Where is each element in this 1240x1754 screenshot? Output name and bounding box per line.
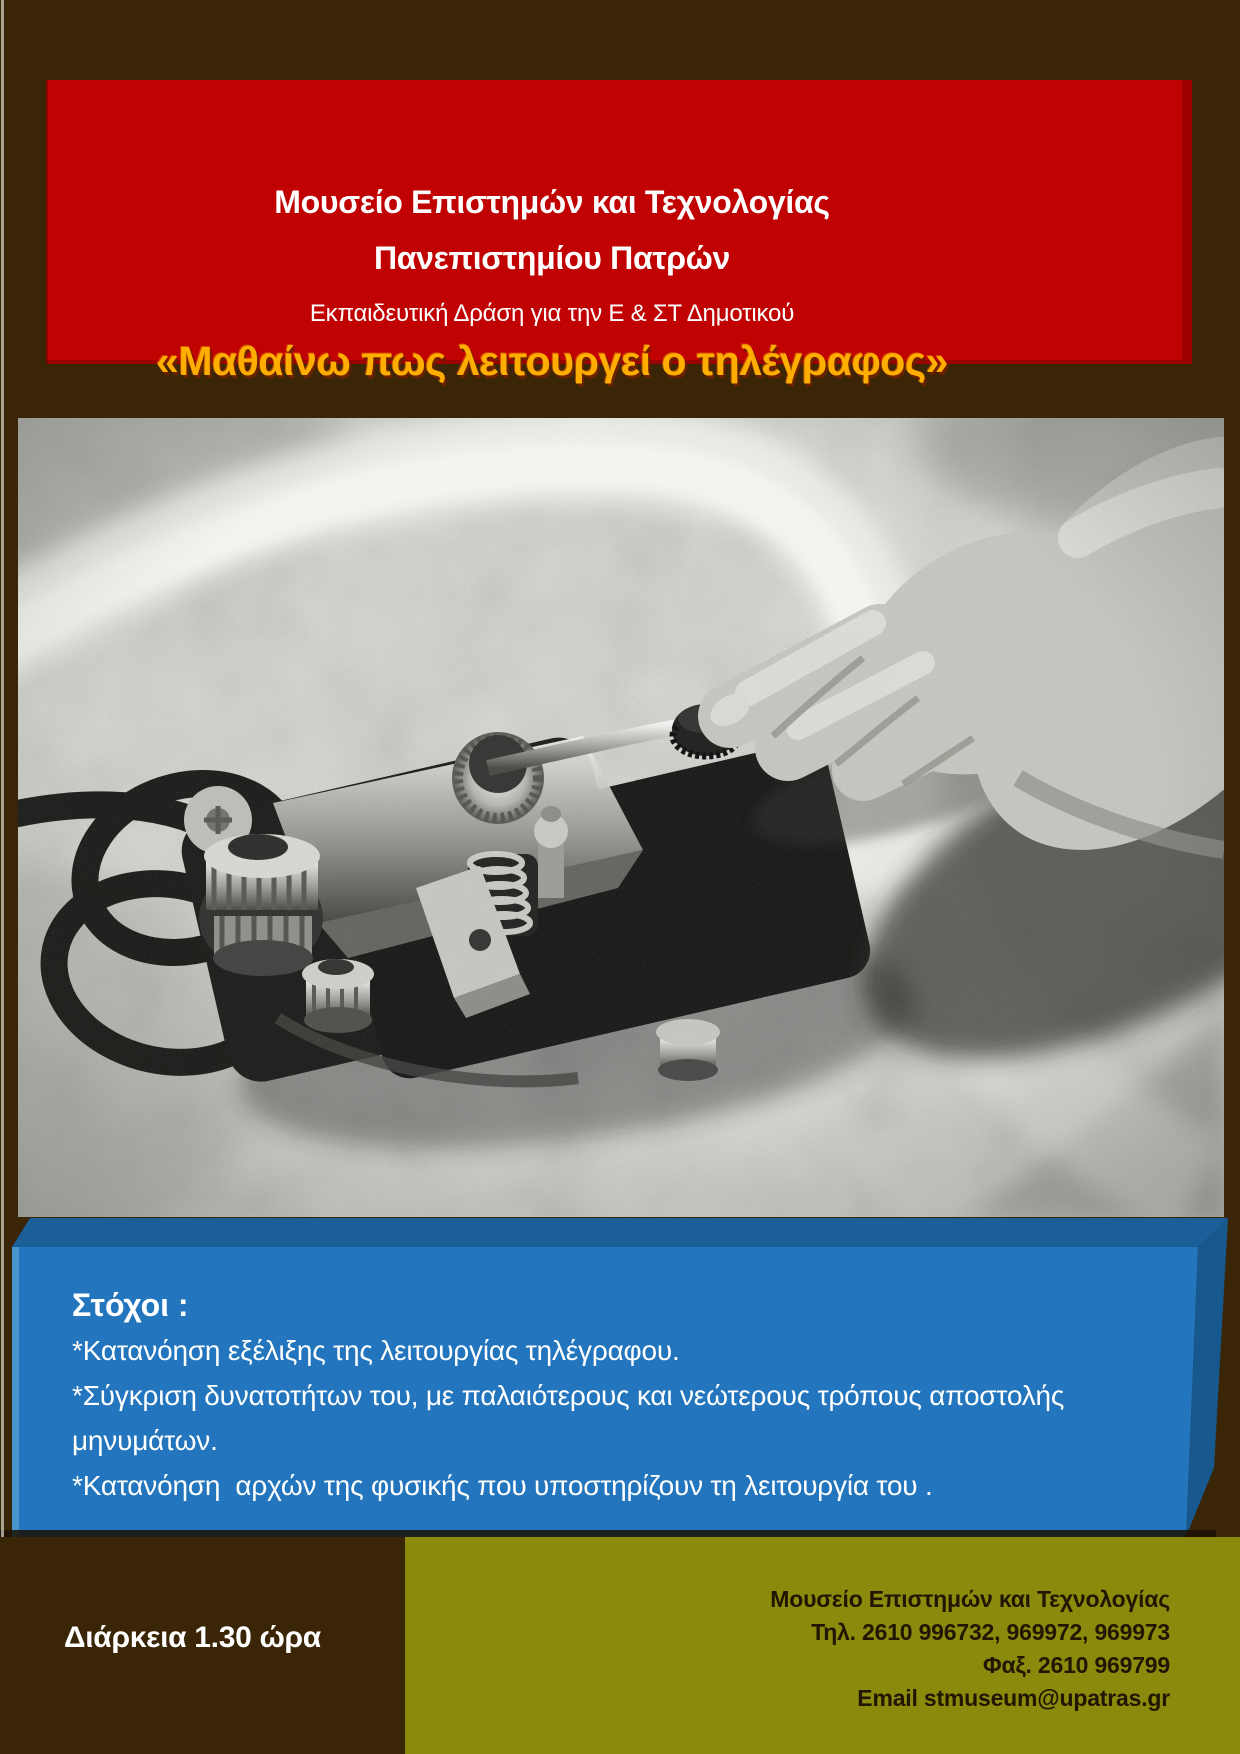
contact-organization: Μουσείο Επιστημών και Τεχνολογίας bbox=[770, 1586, 1170, 1612]
contact-phone: Τηλ. 2610 996732, 969972, 969973 bbox=[811, 1619, 1170, 1645]
footer-left-panel bbox=[0, 1537, 405, 1754]
telegraph-photo-svg bbox=[18, 418, 1224, 1217]
museum-title-line1: Μουσείο Επιστημών και Τεχνολογίας bbox=[274, 184, 830, 220]
goal-item: *Σύγκριση δυνατοτήτων του, με παλαιότερους και νεώτερους τρόπους αποστολής μηνυμάτων. bbox=[72, 1380, 1072, 1456]
scan-edge-line bbox=[1, 0, 4, 1537]
goal-item: *Κατανόηση εξέλιξης της λειτουργίας τηλέγραφου. bbox=[72, 1335, 680, 1366]
contact-block bbox=[770, 1583, 1170, 1715]
museum-title-line2: Πανεπιστημίου Πατρών bbox=[373, 240, 731, 276]
duration-label: Διάρκεια 1.30 ώρα bbox=[64, 1621, 321, 1654]
contact-fax: Φαξ. 2610 969799 bbox=[982, 1652, 1170, 1678]
photo-vignette bbox=[18, 418, 1224, 1217]
goals-box-left-highlight bbox=[12, 1247, 19, 1537]
activity-title: «Μαθαίνω πως λειτουργεί ο τηλέγραφος» bbox=[156, 338, 948, 384]
goals-text-block bbox=[72, 1283, 1152, 1508]
header-box bbox=[46, 80, 1192, 384]
education-subtitle: Εκπαιδευτική Δράση για την Ε & ΣΤ Δημοτικού bbox=[309, 300, 795, 327]
goals-heading: Στόχοι : bbox=[72, 1287, 189, 1323]
telegraph-photo bbox=[18, 418, 1224, 1217]
contact-email: Email stmuseum@upatras.gr bbox=[857, 1685, 1170, 1711]
goal-item: *Κατανόηση αρχών της φυσικής που υποστηρίζουν τη λειτουργία του . bbox=[72, 1470, 933, 1501]
footer-contact-panel bbox=[405, 1537, 1240, 1754]
goals-box-bottom-line bbox=[0, 1530, 1216, 1537]
header-text-block bbox=[46, 80, 1058, 384]
goals-box-top-bevel bbox=[12, 1218, 1228, 1247]
